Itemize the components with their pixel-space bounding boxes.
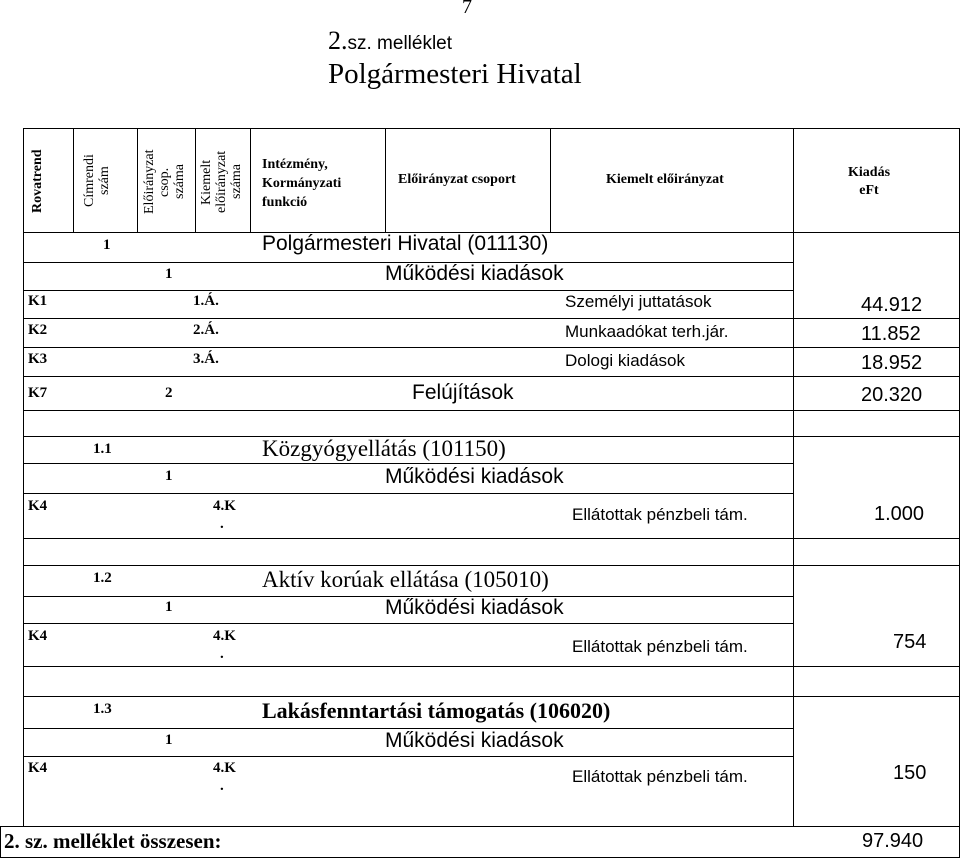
kiemelt-code: 1.Á. [193,293,219,309]
page-title: Polgármesteri Hivatal [328,58,582,90]
rovat-code: K4 [28,628,48,644]
kiemelt-code: 4.K [213,760,236,776]
group-title: Működési kiadások [385,262,564,285]
col-intezmeny: Intézmény, Kormányzati funkció [262,157,342,210]
rovat-code: K2 [28,322,48,338]
col-rovatrend: Rovatrend [30,149,45,213]
item-name: Ellátottak pénzbeli tám. [572,767,748,786]
group-number: 1 [165,599,173,615]
rovat-code: K1 [28,293,48,309]
rovat-code: K7 [28,385,48,401]
item-name: Személyi juttatások [565,292,712,311]
group-title: Működési kiadások [385,729,564,752]
group-title: Működési kiadások [385,596,564,619]
section-cim-number: 1 [103,237,111,253]
annex-label: sz. melléklet [347,33,453,54]
section-cim-number: 1.2 [93,570,112,586]
item-name: Felújítások [412,381,514,404]
section-title: Polgármesteri Hivatal (011130) [262,232,549,255]
item-value: 754 [893,631,927,653]
col-cimrendi: Címrendi szám [82,154,112,208]
section-title: Lakásfenntartási támogatás (106020) [262,698,611,723]
item-name: Munkaadókat terh.jár. [565,322,729,341]
group-number: 1 [165,732,173,748]
kiemelt-code: 3.Á. [193,351,219,367]
kiemelt-code-dot: . [220,778,224,794]
col-kiemelt-eloiranyzat: Kiemelt előirányzat [606,172,724,187]
group-number: 2 [165,385,173,401]
group-number: 1 [165,468,173,484]
kiemelt-code-dot: . [220,646,224,662]
section-title: Közgyógyellátás (101150) [262,436,506,461]
section-title: Aktív korúak ellátása (105010) [262,567,549,592]
col-kiemelt: Kiemelt előirányzat száma [199,150,244,214]
group-number: 1 [165,266,173,282]
item-value: 20.320 [861,384,923,406]
item-value: 18.952 [861,352,923,374]
group-title: Működési kiadások [385,465,564,488]
annex-header [328,26,452,56]
item-value: 44.912 [861,294,923,316]
item-value: 1.000 [874,503,925,525]
item-name: Dologi kiadások [565,351,686,370]
item-name: Ellátottak pénzbeli tám. [572,637,748,656]
kiemelt-code: 2.Á. [193,322,219,338]
rovat-code: K4 [28,498,48,514]
rovat-code: K4 [28,760,48,776]
col-kiadas: Kiadás eFt [848,165,891,198]
item-value: 11.852 [861,323,921,345]
kiemelt-code: 4.K [213,498,236,514]
section-cim-number: 1.3 [93,701,112,717]
kiemelt-code-dot: . [220,516,224,532]
page-number: 7 [462,0,472,18]
kiemelt-code: 4.K [213,628,236,644]
rovat-code: K3 [28,351,48,367]
col-eloiranyzat-csoport: Előirányzat csoport [398,172,516,187]
col-eloiranyzat-csop: Előirányzat csop. száma [142,149,187,215]
total-label: 2. sz. melléklet összesen: [4,829,222,853]
section-cim-number: 1.1 [93,441,112,457]
item-name: Ellátottak pénzbeli tám. [572,505,748,524]
total-value: 97.940 [862,830,924,852]
item-value: 150 [893,762,927,784]
annex-number: 2. [328,26,348,55]
